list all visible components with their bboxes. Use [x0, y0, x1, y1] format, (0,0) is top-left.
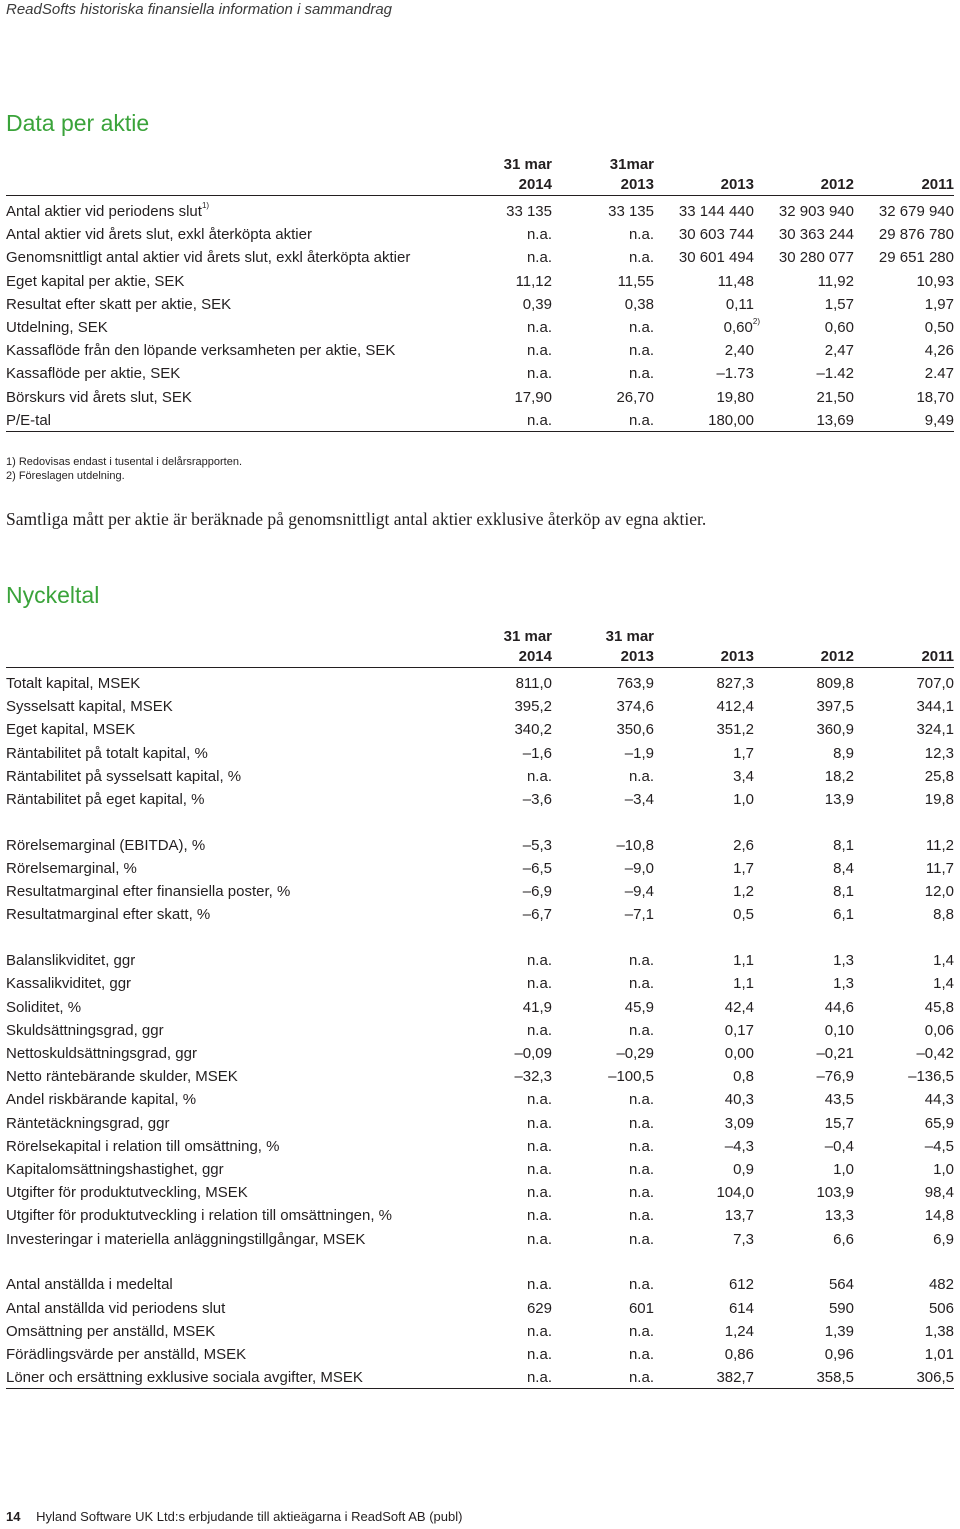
- table-row: [6, 672, 954, 695]
- table-cell: n.a.: [628, 975, 654, 993]
- table-cell: n.a.: [628, 342, 654, 360]
- table-row: [6, 880, 954, 903]
- footnotes: [6, 455, 242, 483]
- table-row: [6, 1042, 954, 1065]
- table-cell: 40,3: [724, 1091, 754, 1109]
- table-cell: 30 603 744: [678, 226, 754, 244]
- table-cell: 11,48: [717, 272, 754, 290]
- table-cell: 0,11: [725, 295, 754, 313]
- row-label: Andel riskbärande kapital, %: [6, 1091, 197, 1109]
- section-title-data-per-aktie: Data per aktie: [6, 110, 150, 136]
- table-cell: n.a.: [526, 226, 552, 244]
- table-cell: 0,96: [824, 1345, 854, 1363]
- table-cell: 1,97: [924, 295, 954, 313]
- table-row: [6, 742, 954, 765]
- table-cell: n.a.: [526, 1091, 552, 1109]
- table-cell: 707,0: [916, 675, 954, 692]
- table-cell: –10,8: [616, 836, 654, 854]
- table-body: [6, 672, 954, 1389]
- table-cell: n.a.: [526, 767, 552, 785]
- table-cell: 374,6: [616, 698, 654, 716]
- row-label: Eget kapital per aktie, SEK: [6, 272, 185, 290]
- table-row: [6, 409, 954, 432]
- table-cell: 29 876 780: [878, 226, 954, 244]
- row-label: Löner och ersättning exklusive sociala avgifter, MSEK: [6, 1369, 363, 1387]
- row-label: Räntabilitet på totalt kapital, %: [6, 744, 208, 762]
- table-cell: 25,8: [924, 767, 954, 785]
- table-cell: n.a.: [628, 767, 654, 785]
- table-cell: n.a.: [526, 975, 552, 993]
- table-cell: 30 601 494: [678, 249, 754, 267]
- table-cell: –9,4: [624, 883, 654, 901]
- table-row: [6, 339, 954, 362]
- table-cell: 0,00: [724, 1045, 754, 1062]
- table-cell: n.a.: [628, 1021, 654, 1039]
- table-cell: 13,69: [816, 411, 854, 429]
- table-cell: n.a.: [526, 342, 552, 360]
- table-cell: 104,0: [716, 1184, 754, 1202]
- table-cell: n.a.: [628, 1184, 654, 1202]
- column-header: 2012: [820, 176, 854, 193]
- table-cell: 6,6: [833, 1230, 854, 1248]
- table-cell: 26,70: [616, 388, 654, 406]
- row-label: Netto räntebärande skulder, MSEK: [6, 1068, 238, 1086]
- table-cell: –5,3: [522, 836, 552, 854]
- table-cell: 11,92: [817, 272, 854, 290]
- table-cell: 8,1: [833, 883, 854, 901]
- table-cell: 382,7: [716, 1369, 754, 1387]
- table-cell: 0,50: [924, 318, 954, 336]
- table-cell: n.a.: [628, 1160, 654, 1178]
- table-row: [6, 972, 954, 995]
- table-cell: 1,0: [833, 1160, 854, 1178]
- table-row: [6, 788, 954, 811]
- table-cell: 1,01: [924, 1345, 954, 1363]
- table-cell: 13,9: [824, 790, 854, 808]
- row-label: Kassalikviditet, ggr: [6, 975, 132, 993]
- table-cell: n.a.: [526, 365, 552, 383]
- table-row: [6, 200, 954, 223]
- table-row: [6, 1343, 954, 1366]
- table-cell: 6,9: [933, 1230, 954, 1248]
- row-label: Nettoskuldsättningsgrad, ggr: [6, 1045, 197, 1062]
- row-label: Investeringar i materiella anläggningstillgångar, MSEK: [6, 1230, 366, 1248]
- table-row: [6, 362, 954, 385]
- table-cell: 827,3: [716, 675, 754, 692]
- running-header: ReadSofts historiska finansiella information i sammandrag: [6, 1, 393, 18]
- table-cell: 763,9: [616, 675, 654, 692]
- table-cell: 42,4: [724, 998, 754, 1016]
- table-row: [6, 695, 954, 718]
- table-cell: 1,3: [833, 952, 854, 970]
- table-cell: n.a.: [628, 1114, 654, 1132]
- table-cell: 21,50: [816, 388, 854, 406]
- table-cell: 17,90: [514, 388, 552, 406]
- table-cell: 306,5: [916, 1369, 954, 1387]
- table-cell: 2,40: [724, 342, 754, 360]
- table-row: [6, 1065, 954, 1088]
- table-row: [6, 386, 954, 409]
- table-cell: 590: [828, 1299, 854, 1317]
- table-row: [6, 1088, 954, 1111]
- table-cell: 11,12: [515, 272, 552, 290]
- table-cell: 4,26: [924, 342, 954, 360]
- table-cell: –6,5: [522, 860, 552, 877]
- table-cell: 1,24: [724, 1322, 754, 1340]
- row-label: Antal aktier vid periodens slut$^{1)}$: [6, 201, 210, 220]
- section-title-nyckeltal: Nyckeltal: [6, 582, 100, 608]
- table-cell: 358,5: [816, 1369, 854, 1387]
- table-row: [6, 1181, 954, 1204]
- table-cell: 33 144 440: [678, 203, 754, 220]
- column-header: 2011: [921, 176, 954, 193]
- footnote-marker: 2): [752, 316, 760, 326]
- table-cell: 29 651 280: [878, 249, 954, 267]
- row-label: Räntabilitet på sysselsatt kapital, %: [6, 767, 242, 785]
- table-cell: 811,0: [515, 675, 552, 692]
- table-cell: –7,1: [624, 906, 654, 924]
- table-row: [6, 996, 954, 1019]
- table-cell: 614: [728, 1299, 754, 1317]
- table-cell: n.a.: [628, 952, 654, 970]
- column-header: 2014: [518, 648, 552, 665]
- table-row: [6, 316, 954, 339]
- table-cell: 65,9: [924, 1114, 954, 1132]
- row-label: Balanslikviditet, ggr: [6, 952, 136, 970]
- table-cell: 360,9: [816, 721, 854, 739]
- table-cell: 180,00: [708, 411, 754, 429]
- table-cell: –100,5: [608, 1068, 654, 1086]
- table-cell: 1,57: [824, 295, 854, 313]
- table-cell: 12,3: [924, 744, 954, 762]
- table-cell: n.a.: [526, 318, 552, 336]
- table-cell: 11,7: [925, 860, 954, 877]
- table-cell: 809,8: [816, 675, 854, 692]
- row-label: Kassaflöde per aktie, SEK: [6, 365, 181, 383]
- table-cell: –4,5: [924, 1137, 954, 1155]
- table-cell: n.a.: [526, 952, 552, 970]
- row-label: Omsättning per anställd, MSEK: [6, 1322, 216, 1340]
- row-label: Räntabilitet på eget kapital, %: [6, 790, 205, 808]
- row-label: Totalt kapital, MSEK: [6, 675, 141, 692]
- table-cell: 7,3: [733, 1230, 754, 1248]
- table-cell: 1,0: [733, 790, 754, 808]
- table-row: [6, 834, 954, 857]
- table-cell: n.a.: [628, 226, 654, 244]
- table-data-per-aktie: [6, 155, 954, 432]
- table-cell: 1,38: [924, 1322, 954, 1340]
- table-cell: 15,7: [824, 1114, 854, 1132]
- table-cell: 3,4: [733, 767, 754, 785]
- table-row: [6, 718, 954, 741]
- table-cell: 30 280 077: [778, 249, 854, 267]
- table-cell: 0,9: [733, 1160, 754, 1178]
- table-cell: n.a.: [526, 1369, 552, 1387]
- column-header: 31 mar: [503, 156, 552, 173]
- table-cell: 612: [728, 1276, 754, 1294]
- column-header: 2013: [620, 648, 654, 665]
- row-label: Eget kapital, MSEK: [6, 721, 136, 739]
- table-cell: 0,39: [522, 295, 552, 313]
- table-cell: n.a.: [628, 249, 654, 267]
- table-row: [6, 293, 954, 316]
- table-nyckeltal: [6, 627, 954, 1389]
- table-cell: 350,6: [616, 721, 654, 739]
- row-label: Sysselsatt kapital, MSEK: [6, 698, 173, 716]
- table-cell: 482: [928, 1276, 954, 1294]
- table-cell: 0,60: [824, 318, 854, 336]
- table-cell: 3,09: [724, 1114, 754, 1132]
- table-cell: n.a.: [628, 1207, 654, 1225]
- column-header: 2011: [921, 648, 954, 665]
- row-label: Räntetäckningsgrad, ggr: [6, 1114, 170, 1132]
- table-cell: 32 903 940: [778, 203, 854, 220]
- table-cell: 9,49: [924, 411, 954, 429]
- row-label: Förädlingsvärde per anställd, MSEK: [6, 1345, 247, 1363]
- footer-text: Hyland Software UK Ltd:s erbjudande till aktieägarna i ReadSoft AB (publ): [36, 1509, 463, 1524]
- row-label: Skuldsättningsgrad, ggr: [6, 1021, 164, 1039]
- row-label: Resultatmarginal efter skatt, %: [6, 906, 211, 924]
- table-cell: 41,9: [522, 998, 552, 1016]
- table-cell: 33 135: [506, 203, 552, 220]
- table-cell: 30 363 244: [778, 226, 854, 244]
- table-cell: 2,6: [733, 836, 754, 854]
- table-cell: –1.73: [716, 365, 754, 383]
- table-cell: 0,60$^{2)}$: [723, 316, 760, 336]
- table-cell: n.a.: [628, 1137, 654, 1155]
- table-row: [6, 1228, 954, 1251]
- table-row: [6, 903, 954, 926]
- table-row: [6, 1366, 954, 1389]
- table-cell: n.a.: [628, 1322, 654, 1340]
- column-header: 2013: [720, 176, 754, 193]
- row-label: Utgifter för produktutveckling, MSEK: [6, 1184, 248, 1202]
- table-cell: –6,7: [522, 906, 552, 924]
- table-cell: 8,1: [833, 836, 854, 854]
- table-cell: 397,5: [816, 698, 854, 716]
- table-cell: –4,3: [724, 1137, 754, 1155]
- table-cell: n.a.: [526, 249, 552, 267]
- column-header: 31 mar: [605, 628, 654, 645]
- row-label: Börskurs vid årets slut, SEK: [6, 388, 192, 406]
- row-label: Antal anställda vid periodens slut: [6, 1299, 226, 1317]
- row-label: Kapitalomsättningshastighet, ggr: [6, 1160, 224, 1178]
- table-cell: n.a.: [526, 1184, 552, 1202]
- table-cell: 351,2: [716, 721, 754, 739]
- table-cell: 6,1: [833, 906, 854, 924]
- row-label: P/E-tal: [6, 411, 52, 429]
- table-cell: 2,47: [824, 342, 854, 360]
- table-cell: n.a.: [526, 1160, 552, 1178]
- table-cell: n.a.: [628, 1091, 654, 1109]
- table-cell: –9,0: [624, 860, 654, 877]
- row-label: Rörelsemarginal (EBITDA), %: [6, 836, 206, 854]
- table-cell: 43,5: [824, 1091, 854, 1109]
- table-cell: –6,9: [522, 883, 552, 901]
- table-cell: 8,9: [833, 744, 854, 762]
- table-cell: 0,38: [624, 295, 654, 313]
- row-label: Genomsnittligt antal aktier vid årets slut, exkl återköpta aktier: [6, 249, 411, 267]
- table-cell: –0,4: [824, 1137, 854, 1155]
- table-cell: 8,4: [833, 860, 854, 877]
- table-cell: 98,4: [924, 1184, 954, 1202]
- table-row: [6, 270, 954, 293]
- table-row: [6, 1112, 954, 1135]
- row-label: Utdelning, SEK: [6, 318, 108, 336]
- table-body: [6, 200, 954, 432]
- table-cell: 45,8: [924, 998, 954, 1016]
- row-label: Antal anställda i medeltal: [6, 1276, 173, 1294]
- row-label: Soliditet, %: [6, 998, 82, 1016]
- table-cell: –0,29: [616, 1045, 654, 1062]
- table-cell: 0,5: [733, 906, 754, 924]
- table-cell: 13,3: [824, 1207, 854, 1225]
- table-cell: 506: [928, 1299, 954, 1317]
- table-cell: 32 679 940: [878, 203, 954, 220]
- table-cell: n.a.: [628, 365, 654, 383]
- table-row: [6, 1320, 954, 1343]
- footnote-marker: 1): [201, 201, 210, 210]
- table-cell: 33 135: [608, 203, 654, 220]
- column-header: 2013: [620, 176, 654, 193]
- column-header: 2013: [720, 648, 754, 665]
- column-header: 31 mar: [503, 628, 552, 645]
- table-cell: 1,7: [733, 744, 754, 762]
- table-cell: n.a.: [628, 318, 654, 336]
- table-cell: –76,9: [816, 1068, 854, 1086]
- table-row: [6, 1273, 954, 1296]
- table-cell: 103,9: [816, 1184, 854, 1202]
- table-cell: –3,6: [522, 790, 552, 808]
- table-row: [6, 1135, 954, 1158]
- table-cell: 0,86: [724, 1345, 754, 1363]
- table-cell: 18,70: [916, 388, 954, 406]
- table-cell: n.a.: [628, 1230, 654, 1248]
- table-cell: 1,1: [733, 952, 754, 970]
- table-cell: –0,42: [916, 1045, 954, 1062]
- table-cell: –3,4: [624, 790, 654, 808]
- table-cell: –0,21: [816, 1045, 854, 1062]
- table-row: [6, 223, 954, 246]
- table-cell: 11,2: [925, 836, 954, 854]
- row-label: Resultatmarginal efter finansiella poster, %: [6, 883, 291, 901]
- table-cell: 1,4: [933, 975, 954, 993]
- table-cell: n.a.: [526, 1345, 552, 1363]
- table-cell: 13,7: [724, 1207, 754, 1225]
- row-label: Antal aktier vid årets slut, exkl återköpta aktier: [6, 226, 312, 244]
- table-cell: 19,80: [716, 388, 754, 406]
- table-cell: n.a.: [526, 1114, 552, 1132]
- table-cell: 10,93: [916, 272, 954, 290]
- table-cell: n.a.: [526, 1322, 552, 1340]
- table-cell: 1,1: [733, 975, 754, 993]
- row-label: Rörelsemarginal, %: [6, 860, 137, 877]
- table-cell: 324,1: [916, 721, 954, 739]
- row-label: Rörelsekapital i relation till omsättning, %: [6, 1137, 280, 1155]
- table-cell: n.a.: [628, 1276, 654, 1294]
- footnote-1: 1) Redovisas endast i tusental i delårsrapporten.: [6, 456, 243, 468]
- table-cell: 1,39: [824, 1322, 854, 1340]
- table-cell: 344,1: [916, 698, 954, 716]
- table-cell: n.a.: [628, 411, 654, 429]
- table-cell: –1.42: [816, 365, 854, 383]
- table-cell: 11,55: [617, 272, 654, 290]
- table-cell: 19,8: [924, 790, 954, 808]
- page-number: 14: [6, 1509, 21, 1524]
- table-cell: 1,7: [733, 860, 754, 877]
- table-cell: n.a.: [526, 1021, 552, 1039]
- table-cell: 14,8: [924, 1207, 954, 1225]
- table-cell: –0,09: [514, 1045, 552, 1062]
- table-cell: 564: [828, 1276, 854, 1294]
- table-cell: 0,10: [824, 1021, 854, 1039]
- table-cell: 0,06: [924, 1021, 954, 1039]
- table-row: [6, 765, 954, 788]
- table-cell: 601: [628, 1299, 654, 1317]
- statement: Samtliga mått per aktie är beräknade på genomsnittligt antal aktier exklusive återköp av egna aktier.: [6, 509, 707, 529]
- table-cell: 12,0: [924, 883, 954, 901]
- table-row: [6, 1019, 954, 1042]
- table-cell: 1,3: [833, 975, 854, 993]
- table-cell: n.a.: [526, 411, 552, 429]
- row-label: Resultat efter skatt per aktie, SEK: [6, 295, 232, 313]
- table-cell: –32,3: [514, 1068, 552, 1086]
- table-cell: –136,5: [908, 1068, 954, 1086]
- table-header: [6, 627, 954, 668]
- table-cell: 1,4: [933, 952, 954, 970]
- table-cell: 2.47: [924, 365, 954, 383]
- table-cell: 44,3: [924, 1091, 954, 1109]
- table-row: [6, 1204, 954, 1227]
- table-cell: –1,6: [522, 744, 552, 762]
- column-header: 31mar: [609, 156, 654, 173]
- table-cell: 395,2: [514, 698, 552, 716]
- table-cell: 340,2: [514, 721, 552, 739]
- table-cell: 412,4: [716, 698, 754, 716]
- table-cell: 1,0: [933, 1160, 954, 1178]
- table-cell: n.a.: [526, 1230, 552, 1248]
- table-cell: 44,6: [824, 998, 854, 1016]
- footnote-2: 2) Föreslagen utdelning.: [6, 470, 125, 482]
- table-row: [6, 857, 954, 880]
- table-row: [6, 246, 954, 269]
- table-cell: n.a.: [526, 1207, 552, 1225]
- table-cell: 18,2: [824, 767, 854, 785]
- table-header: [6, 155, 954, 196]
- table-cell: n.a.: [526, 1276, 552, 1294]
- column-header: 2014: [518, 176, 552, 193]
- table-cell: n.a.: [526, 1137, 552, 1155]
- table-cell: n.a.: [628, 1369, 654, 1387]
- table-cell: –1,9: [624, 744, 654, 762]
- table-cell: 0,17: [724, 1021, 754, 1039]
- page-footer: [6, 1509, 462, 1524]
- row-label: Kassaflöde från den löpande verksamheten per aktie, SEK: [6, 342, 396, 360]
- table-cell: 45,9: [624, 998, 654, 1016]
- table-row: [6, 1158, 954, 1181]
- row-label: Utgifter för produktutveckling i relation till omsättningen, %: [6, 1207, 393, 1225]
- table-row: [6, 1297, 954, 1320]
- column-header: 2012: [820, 648, 854, 665]
- table-cell: 629: [526, 1299, 552, 1317]
- table-cell: 1,2: [733, 883, 754, 901]
- table-cell: n.a.: [628, 1345, 654, 1363]
- table-cell: 0,8: [733, 1068, 754, 1086]
- table-cell: 8,8: [933, 906, 954, 924]
- table-row: [6, 949, 954, 972]
